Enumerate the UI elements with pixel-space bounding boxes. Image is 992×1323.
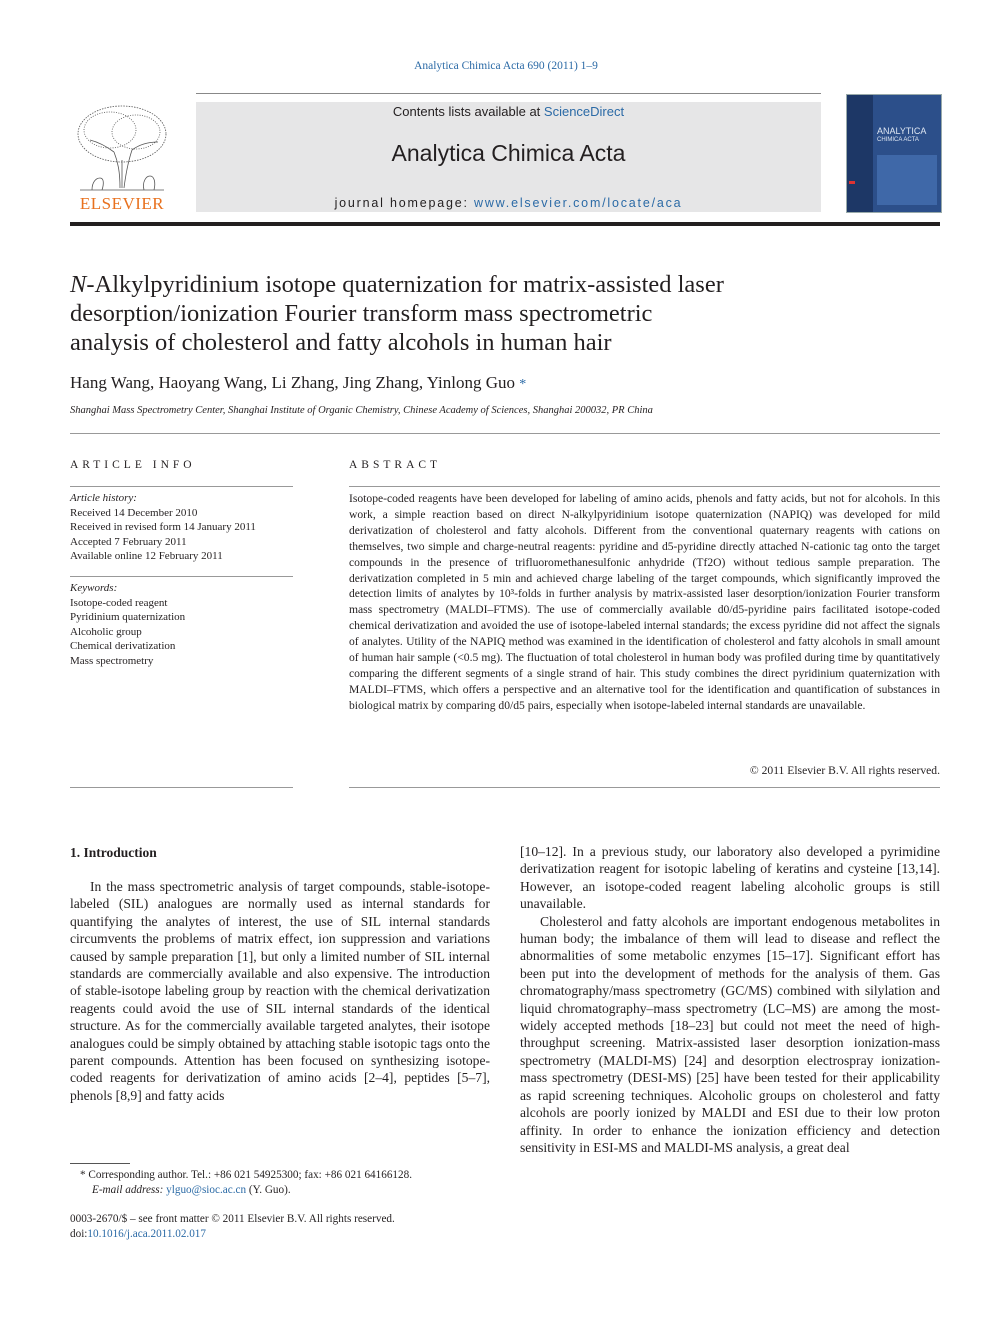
contents-prefix: Contents lists available at (392, 104, 544, 119)
issn-line: 0003-2670/$ – see front matter © 2011 Elsevier B.V. All rights reserved. (70, 1213, 395, 1225)
footnote-rule (70, 1163, 130, 1164)
history-label: Article history: (70, 492, 137, 504)
sciencedirect-link[interactable]: ScienceDirect (543, 104, 625, 119)
journal-citation[interactable]: Analytica Chimica Acta 690 (2011) 1–9 (414, 60, 598, 72)
section-title-introduction: 1. Introduction (70, 845, 157, 860)
article-title (70, 270, 910, 357)
keyword-item: Chemical derivatization (70, 640, 176, 652)
keywords-rule (70, 576, 293, 577)
history-revised: Received in revised form 14 January 2011 (70, 521, 256, 533)
footnote-block (80, 1168, 500, 1197)
homepage-link[interactable]: www.elsevier.com/locate/aca (474, 196, 683, 210)
email-suffix: (Y. Guo). (246, 1183, 291, 1196)
title-italic-n: N (70, 271, 87, 298)
header-thick-rule (70, 222, 940, 226)
corresponding-author-note: * Corresponding author. Tel.: +86 021 54925300; fax: +86 021 64166128. (80, 1169, 413, 1181)
affiliation: Shanghai Mass Spectrometry Center, Shanghai Institute of Organic Chemistry, Chinese Academy of Sciences, Shanghai 200032, PR China (70, 405, 653, 416)
article-history (70, 491, 293, 564)
affiliation-rule (70, 433, 940, 434)
abstract-text: Isotope-coded reagents have been developed for labeling of amino acids, phenols and fatty acids, but not for alcohols. In this work, a simple reaction based on direct N-alkylpyridinium isotope quaternization (NAPIQ) was developed for mild derivatization of cholesterol and fatty alcohols. Different from the conventional quaternary reagents with cations on themselves, two simple and charge-neutral reagents: pyridine and d5-pyridine directly attached N-cationic tag onto the target compounds in the presence of trifluoromethanesulfonic anhydride (Tf2O) without tedious sample preparation. The derivatization completed in 5 min and achieved charge labeling of the target compounds, which significantly improved the detection limits of analytes by 10³-folds in further analysis by matrix-assisted laser desorption/ionization Fourier transform mass spectrometry (MALDI–FTMS). The use of commercially available d0/d5-pyridine pairs facilitated isotope-coded chemical derivatization and avoided the use of isotope-labeled internal standards; the excess pyridine did not affect the signals of analytes. Utility of the NAPIQ method was examined in the identification of cholesterol and fatty alcohols in small amount of human hair sample (<0.5 mg). The fluctuation of total cholesterol in human body was profiled during time by quantitatively comparing the different segments of a single strand of hair. This study combines the direct pyridinium quaternization with MALDI–FTMS, which offers a perspective and an alternative tool for the identification and quantification of substances in biological matrix by comparing d0/d5 pairs, especially when isotope-labeled internal standards are unavailable. (349, 492, 940, 712)
homepage-line (196, 196, 821, 210)
keywords-label: Keywords: (70, 582, 118, 594)
keyword-item: Mass spectrometry (70, 654, 154, 667)
history-received: Received 14 December 2010 (70, 506, 198, 519)
email-label: E-mail address: (92, 1183, 167, 1196)
email-line (80, 1183, 500, 1198)
history-online: Available online 12 February 2011 (70, 550, 223, 562)
journal-header (196, 102, 821, 212)
cover-title-line1: ANALYTICA (877, 126, 927, 136)
intro-paragraph-1-continued: [10–12]. In a previous study, our laboratory also developed a pyrimidine derivatization reagent for isotopic labeling of keratins and cysteine [13,14]. However, an isotope-coded reagent labeling alcoholic groups is still unavailable. (520, 844, 940, 912)
intro-paragraph-1: In the mass spectrometric analysis of target compounds, stable-isotope-labeled (SIL) analogues are normally used as internal standards for quantifying the analytes of interest, the use of SIL internal standards circumvents the problems of matrix effect, ion suppression and variations caused by sample preparation [1], but only a limited number of SIL internal standards are commercially available and also expensive. The introduction of stable-isotope labeling group by reaction with the chemical derivatization reagents could avoid the use of SIL internal standards of the identical structure. As for the commercially available targeted analytes, their isotope analogues could be simply obtained by attaching stable isotopic tags onto the parent compounds. Attention has been focused on synthesizing isotope-coded reagents for derivatization of amino acids [2–4], peptides [5–7], phenols [8,9] and fatty acids (70, 879, 490, 1103)
article-info-rule-top (70, 486, 293, 487)
contents-line (196, 104, 821, 119)
header-top-rule (196, 93, 821, 94)
article-info-rule-bottom (70, 787, 293, 788)
author-list (70, 373, 526, 393)
left-column (70, 878, 490, 1104)
keyword-item: Isotope-coded reagent (70, 596, 168, 609)
right-column (520, 843, 940, 1156)
title-line-3: analysis of cholesterol and fatty alcohols in human hair (70, 329, 612, 356)
email-link[interactable]: ylguo@sioc.ac.cn (166, 1183, 247, 1196)
homepage-prefix: journal homepage: (334, 196, 475, 210)
abstract-rule-bottom (349, 787, 940, 788)
corresponding-author-mark[interactable]: * (519, 377, 527, 392)
history-accepted: Accepted 7 February 2011 (70, 535, 187, 548)
title-line-2: desorption/ionization Fourier transform mass spectrometric (70, 300, 653, 327)
cover-image (847, 95, 941, 212)
doi-line (70, 1227, 490, 1242)
article-info-heading: ARTICLE INFO (70, 459, 196, 471)
title-line-1: -Alkylpyridinium isotope quaternization for matrix-assisted laser (86, 271, 724, 298)
doi-prefix: doi: (70, 1227, 88, 1240)
cover-title-line2: CHIMICA ACTA (877, 137, 919, 143)
journal-cover-thumbnail[interactable] (846, 94, 942, 213)
elsevier-logo (70, 102, 174, 214)
authors-text: Hang Wang, Haoyang Wang, Li Zhang, Jing Zhang, Yinlong Guo (70, 373, 516, 392)
publisher-wordmark: ELSEVIER (79, 194, 165, 213)
front-matter-block (70, 1212, 490, 1241)
keywords-list (70, 581, 293, 668)
abstract-rule-top (349, 486, 940, 487)
journal-title: Analytica Chimica Acta (391, 140, 626, 166)
doi-link[interactable]: 10.1016/j.aca.2011.02.017 (87, 1227, 206, 1240)
abstract-copyright: © 2011 Elsevier B.V. All rights reserved. (749, 764, 940, 777)
intro-paragraph-2: Cholesterol and fatty alcohols are important endogenous metabolites in human body; the imbalance of them will lead to disease and reflect the abnormalities of some metabolic enzymes [15–17]. Significant effort has been put into the development of methods for the analysis of them. Gas chromatography/mass spectrometry (GC/MS) combined with silylation and liquid chromatography–mass spectrometry (LC–MS) are among the most-widely accepted methods [18–23] but could not meet the need of high-throughput screening. Matrix-assisted laser desorption ionization-mass spectrometry (MALDI-MS) [24] and desorption electrospray ionization-mass spectrometry (DESI-MS) [25] have been tested for their applicability as rapid screening techniques. Alcoholic groups on cholesterol and fatty alcohols are poorly ionized by MALDI and ESI due to their low proton affinity. In order to enhance the ionization efficiency and detection sensitivity in ESI-MS and MALDI-MS analysis, a great deal (520, 913, 940, 1155)
abstract-heading: ABSTRACT (349, 459, 442, 471)
keyword-item: Alcoholic group (70, 625, 142, 638)
keyword-item: Pyridinium quaternization (70, 611, 186, 623)
tree-icon (70, 102, 174, 194)
